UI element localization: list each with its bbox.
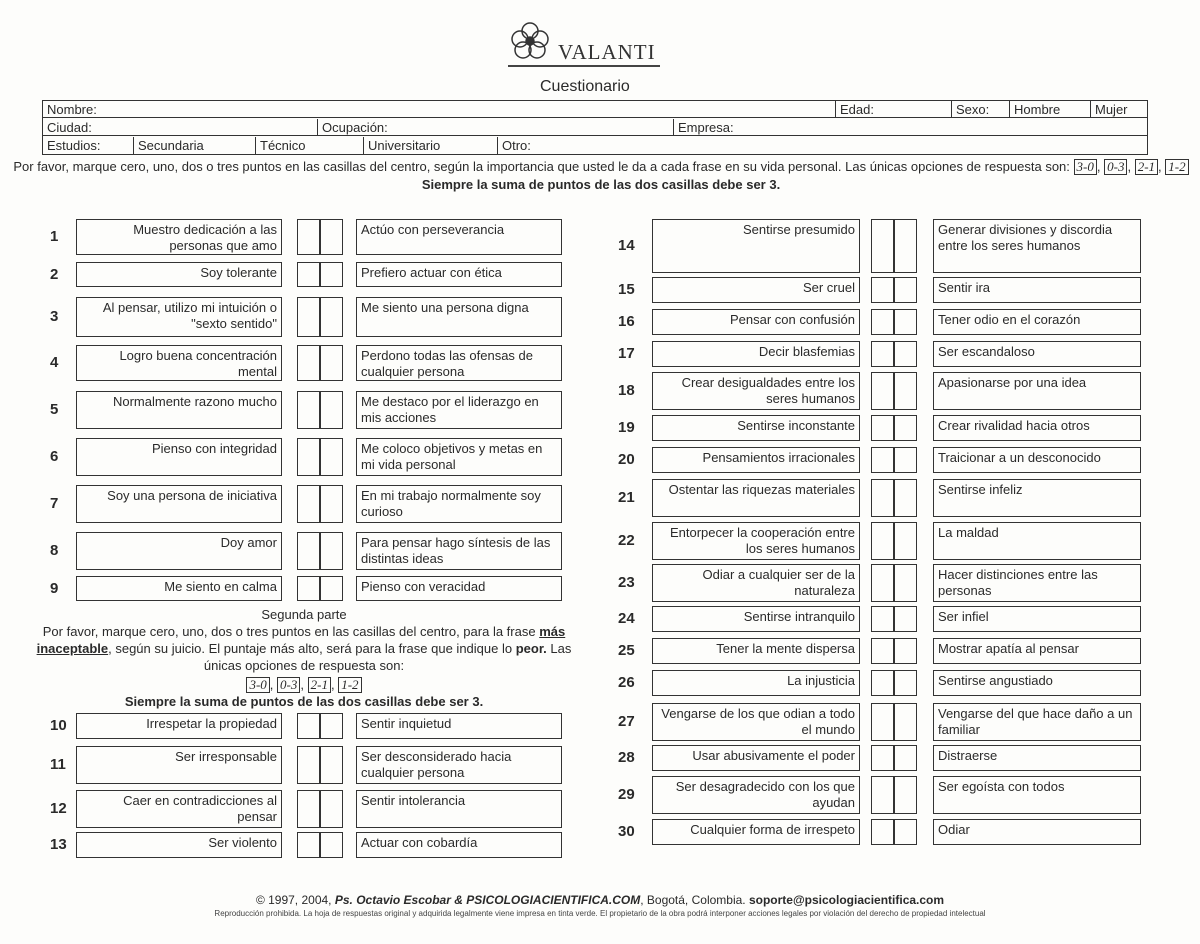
item-statement-left: Cualquier forma de irrespeto	[652, 819, 860, 845]
item-number: 19	[618, 419, 635, 436]
score-box-right[interactable]	[320, 746, 343, 784]
item-statement-left: Me siento en calma	[76, 576, 282, 601]
item-statement-right: Vengarse del que hace daño a un familiar	[933, 703, 1141, 741]
item-statement-right: En mi trabajo normalmente soy curioso	[356, 485, 562, 523]
item-statement-left: Pensamientos irracionales	[652, 447, 860, 473]
item-statement-left: Sentirse presumido	[652, 219, 860, 273]
item-statement-right: Odiar	[933, 819, 1141, 845]
item-number: 1	[50, 228, 59, 245]
studies-label: Estudios:	[47, 138, 101, 153]
copyright-years: © 1997, 2004,	[255, 893, 335, 907]
score-box-left[interactable]	[297, 532, 320, 570]
item-statement-left: Caer en contradicciones al pensar	[76, 790, 282, 828]
city-field[interactable]	[43, 119, 317, 136]
item-statement-left: Sentirse intranquilo	[652, 606, 860, 632]
item-statement-right: Crear rivalidad hacia otros	[933, 415, 1141, 441]
respondent-info-table	[42, 100, 1148, 155]
score-box-left[interactable]	[871, 776, 894, 814]
score-box-right[interactable]	[894, 564, 917, 602]
item-number: 27	[618, 713, 635, 730]
city-label: Ciudad:	[47, 120, 92, 135]
score-box-right[interactable]	[894, 277, 917, 303]
score-box-left[interactable]	[871, 479, 894, 517]
score-box-left[interactable]	[297, 713, 320, 739]
instructions-text: Por favor, marque cero, uno, dos o tres puntos en las casillas del centro, según la importancia que usted le da a cada frase en su vida personal. Las únicas opciones de respuesta son:	[13, 159, 1070, 174]
item-statement-left: Ser violento	[76, 832, 282, 858]
item-statement-right: Sentir ira	[933, 277, 1141, 303]
item-statement-right: Actúo con perseverancia	[356, 219, 562, 255]
score-box-right[interactable]	[320, 297, 343, 337]
studies-other-field[interactable]	[497, 137, 1147, 154]
item-statement-left: Logro buena concentración mental	[76, 345, 282, 381]
item-statement-left: Doy amor	[76, 532, 282, 570]
header-row-1	[43, 101, 1147, 118]
support-email: soporte@psicologiacientifica.com	[748, 893, 945, 907]
brand-name: VALANTI	[558, 40, 656, 64]
score-box-left[interactable]	[871, 309, 894, 335]
item-number: 24	[618, 610, 635, 627]
score-box-left[interactable]	[871, 277, 894, 303]
item-number: 10	[50, 717, 67, 734]
score-box-left[interactable]	[297, 746, 320, 784]
sex-label: Sexo:	[951, 101, 1009, 118]
score-box-right[interactable]	[894, 670, 917, 696]
score-box-right[interactable]	[894, 372, 917, 410]
score-box-left[interactable]	[871, 745, 894, 771]
score-box-left[interactable]	[297, 576, 320, 601]
item-statement-left: Tener la mente dispersa	[652, 638, 860, 664]
score-box-right[interactable]	[320, 262, 343, 287]
item-statement-left: La injusticia	[652, 670, 860, 696]
studies-technical-option[interactable]: Técnico	[255, 137, 363, 154]
item-statement-right: Prefiero actuar con ética	[356, 262, 562, 287]
item-statement-left: Muestro dedicación a las personas que amo	[76, 219, 282, 255]
company-label: Empresa:	[678, 120, 734, 135]
item-statement-right: Sentir intolerancia	[356, 790, 562, 828]
score-box-right[interactable]	[894, 703, 917, 741]
score-box-right[interactable]	[320, 713, 343, 739]
score-box-left[interactable]	[871, 447, 894, 473]
score-box-left[interactable]	[297, 438, 320, 476]
item-statement-right: Ser infiel	[933, 606, 1141, 632]
name-field[interactable]	[43, 101, 835, 118]
score-box-right[interactable]	[894, 522, 917, 560]
item-statement-right: Sentir inquietud	[356, 713, 562, 739]
score-box-right[interactable]	[894, 606, 917, 632]
item-statement-left: Al pensar, utilizo mi intuición o "sexto sentido"	[76, 297, 282, 337]
score-box-left[interactable]	[297, 345, 320, 381]
item-number: 26	[618, 674, 635, 691]
score-box-right[interactable]	[320, 832, 343, 858]
item-number: 13	[50, 836, 67, 853]
option-box: 3-0	[1074, 159, 1097, 175]
instructions-emphasis: Siempre la suma de puntos de las dos casillas debe ser 3.	[421, 177, 781, 192]
studies-secondary-option[interactable]: Secundaria	[133, 137, 255, 154]
score-box-right[interactable]	[320, 532, 343, 570]
item-statement-right: Mostrar apatía al pensar	[933, 638, 1141, 664]
item-statement-left: Pensar con confusión	[652, 309, 860, 335]
option-box: 2-1	[308, 677, 331, 693]
logo-underline	[508, 65, 660, 67]
score-box-left[interactable]	[297, 832, 320, 858]
item-number: 3	[50, 308, 59, 325]
part-two-text-b: , según su juicio. El puntaje más alto, será para la frase que indique lo	[108, 641, 513, 656]
score-box-left[interactable]	[297, 790, 320, 828]
item-number: 21	[618, 489, 635, 506]
item-statement-right: Me destaco por el liderazgo en mis acciones	[356, 391, 562, 429]
score-box-right[interactable]	[894, 341, 917, 367]
score-box-right[interactable]	[320, 790, 343, 828]
item-number: 8	[50, 542, 59, 559]
score-box-left[interactable]	[871, 341, 894, 367]
item-number: 28	[618, 749, 635, 766]
score-box-left[interactable]	[297, 391, 320, 429]
part-two-text-a: Por favor, marque cero, uno, dos o tres puntos en las casillas del centro, para la frase	[42, 624, 536, 639]
instructions: Por favor, marque cero, uno, dos o tres puntos en las casillas del centro, según la importancia que usted le da a cada frase en su vida personal. Las únicas opciones de respuesta son: 3-0 , 0-3 , 2-1 , 1-2 Siempre la suma de puntos de las dos casillas debe ser 3.	[8, 158, 1194, 194]
item-statement-left: Entorpecer la cooperación entre los seres humanos	[652, 522, 860, 560]
item-number: 22	[618, 532, 635, 549]
score-box-right[interactable]	[894, 219, 917, 273]
item-statement-left: Odiar a cualquier ser de la naturaleza	[652, 564, 860, 602]
flower-logo-icon	[508, 20, 552, 60]
option-box: 3-0	[246, 677, 269, 693]
option-box: 2-1	[1135, 159, 1158, 175]
score-box-right[interactable]	[894, 415, 917, 441]
item-statement-right: Sentirse infeliz	[933, 479, 1141, 517]
score-box-right[interactable]	[320, 576, 343, 601]
item-number: 25	[618, 642, 635, 659]
item-statement-left: Normalmente razono mucho	[76, 391, 282, 429]
item-number: 23	[618, 574, 635, 591]
item-number: 15	[618, 281, 635, 298]
part-two-instructions: Segunda parte Por favor, marque cero, uno, dos o tres puntos en las casillas del centro, para la frase más inaceptable, según su juicio. El puntaje más alto, será para la frase que indique lo peor. Las únicas opciones de respuesta son: 3-0 , 0-3 , 2-1 , 1-2 Siempre la suma de puntos de las dos casillas debe ser 3.	[34, 606, 574, 710]
item-number: 9	[50, 579, 59, 597]
valanti-logo	[508, 18, 668, 68]
score-box-right[interactable]	[894, 479, 917, 517]
score-box-right[interactable]	[320, 219, 343, 255]
item-statement-right: Pienso con veracidad	[356, 576, 562, 601]
option-box: 0-3	[1104, 159, 1127, 175]
studies-other-label: Otro:	[502, 138, 531, 153]
copyright-line	[0, 893, 1200, 907]
score-box-left[interactable]	[871, 415, 894, 441]
part-two-title: Segunda parte	[261, 607, 347, 622]
item-statement-right: Traicionar a un desconocido	[933, 447, 1141, 473]
part-two-bold-word: peor.	[515, 641, 547, 656]
item-number: 11	[50, 756, 66, 773]
item-statement-left: Soy una persona de iniciativa	[76, 485, 282, 523]
item-number: 18	[618, 382, 635, 399]
score-box-left[interactable]	[871, 219, 894, 273]
occupation-field[interactable]	[317, 119, 673, 136]
item-number: 4	[50, 354, 59, 371]
legal-notice: Reproducción prohibida. La hoja de respuestas original y adquirida legalmente viene impresa en tinta verde. El propietario de la obra podrá interponer acciones legales por violación del derecho de propiedad intelectual	[214, 909, 986, 918]
score-box-right[interactable]	[894, 309, 917, 335]
header-row-3	[43, 137, 1147, 154]
item-statement-right: Para pensar hago síntesis de las distintas ideas	[356, 532, 562, 570]
item-number: 12	[50, 800, 67, 817]
item-statement-right: Ser egoísta con todos	[933, 776, 1141, 814]
item-number: 30	[618, 823, 635, 840]
score-box-left[interactable]	[871, 703, 894, 741]
score-box-right[interactable]	[320, 345, 343, 381]
item-number: 14	[618, 237, 635, 254]
score-box-left[interactable]	[871, 564, 894, 602]
item-statement-left: Sentirse inconstante	[652, 415, 860, 441]
age-label: Edad:	[840, 102, 874, 117]
score-box-right[interactable]	[894, 745, 917, 771]
age-field[interactable]	[835, 101, 951, 118]
company-field[interactable]	[673, 119, 1147, 136]
option-box: 1-2	[1165, 159, 1188, 175]
item-statement-right: Distraerse	[933, 745, 1141, 771]
score-box-left[interactable]	[871, 819, 894, 845]
item-statement-left: Ostentar las riquezas materiales	[652, 479, 860, 517]
score-box-left[interactable]	[297, 297, 320, 337]
part-two-emphasis: Siempre la suma de puntos de las dos casillas debe ser 3.	[124, 694, 484, 709]
sex-female-option[interactable]: Mujer	[1090, 101, 1147, 118]
item-statement-left: Usar abusivamente el poder	[652, 745, 860, 771]
item-statement-right: Hacer distinciones entre las personas	[933, 564, 1141, 602]
item-number: 7	[50, 495, 59, 512]
item-statement-left: Irrespetar la propiedad	[76, 713, 282, 739]
part-two-text-c: Las únicas opciones de respuesta son:	[203, 641, 572, 673]
item-statement-left: Ser desagradecido con los que ayudan	[652, 776, 860, 814]
score-box-right[interactable]	[894, 776, 917, 814]
item-statement-left: Vengarse de los que odian a todo el mundo	[652, 703, 860, 741]
page-title: Cuestionario	[540, 78, 630, 95]
header-row-2	[43, 119, 1147, 136]
score-box-left[interactable]	[297, 485, 320, 523]
part-two-underlined: más inaceptable	[36, 624, 566, 656]
score-box-left[interactable]	[871, 638, 894, 664]
score-box-right[interactable]	[320, 485, 343, 523]
score-box-right[interactable]	[894, 638, 917, 664]
item-statement-right: La maldad	[933, 522, 1141, 560]
item-statement-right: Apasionarse por una idea	[933, 372, 1141, 410]
item-statement-right: Generar divisiones y discordia entre los seres humanos	[933, 219, 1141, 273]
score-box-left[interactable]	[297, 219, 320, 255]
score-box-right[interactable]	[320, 391, 343, 429]
name-label: Nombre:	[47, 102, 97, 117]
item-statement-left: Decir blasfemias	[652, 341, 860, 367]
item-number: 2	[50, 265, 59, 283]
item-statement-right: Tener odio en el corazón	[933, 309, 1141, 335]
item-statement-left: Ser cruel	[652, 277, 860, 303]
score-box-right[interactable]	[894, 819, 917, 845]
item-statement-left: Soy tolerante	[76, 262, 282, 287]
item-number: 6	[50, 448, 59, 465]
item-number: 5	[50, 401, 59, 418]
item-number: 17	[618, 345, 635, 362]
sex-male-option[interactable]: Hombre	[1009, 101, 1090, 118]
item-statement-left: Crear desigualdades entre los seres humanos	[652, 372, 860, 410]
copyright-location: , Bogotá, Colombia.	[640, 893, 749, 907]
item-statement-right: Sentirse angustiado	[933, 670, 1141, 696]
option-box: 0-3	[277, 677, 300, 693]
item-statement-left: Pienso con integridad	[76, 438, 282, 476]
item-statement-right: Me coloco objetivos y metas en mi vida personal	[356, 438, 562, 476]
score-box-left[interactable]	[871, 372, 894, 410]
score-box-right[interactable]	[894, 447, 917, 473]
item-number: 29	[618, 786, 635, 803]
score-box-right[interactable]	[320, 438, 343, 476]
item-statement-right: Actuar con cobardía	[356, 832, 562, 858]
score-box-left[interactable]	[871, 522, 894, 560]
item-number: 16	[618, 313, 635, 330]
score-box-left[interactable]	[297, 262, 320, 287]
studies-university-option[interactable]: Universitario	[363, 137, 497, 154]
copyright-author: Ps. Octavio Escobar & PSICOLOGIACIENTIFICA.COM	[334, 893, 641, 907]
score-box-left[interactable]	[871, 606, 894, 632]
item-statement-right: Ser escandaloso	[933, 341, 1141, 367]
item-statement-right: Ser desconsiderado hacia cualquier persona	[356, 746, 562, 784]
occupation-label: Ocupación:	[322, 120, 388, 135]
item-number: 20	[618, 451, 635, 468]
option-box: 1-2	[338, 677, 361, 693]
item-statement-left: Ser irresponsable	[76, 746, 282, 784]
item-statement-right: Perdono todas las ofensas de cualquier persona	[356, 345, 562, 381]
item-statement-right: Me siento una persona digna	[356, 297, 562, 337]
score-box-left[interactable]	[871, 670, 894, 696]
